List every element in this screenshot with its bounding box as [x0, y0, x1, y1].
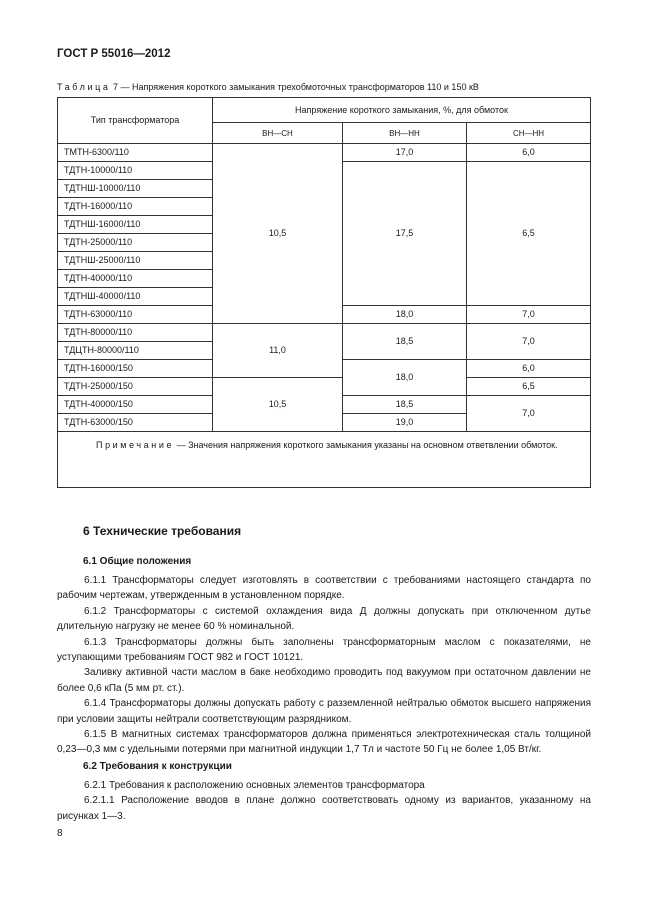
- table-row: [58, 378, 591, 396]
- paragraph: 6.1.2 Трансформаторы с системой охлаждения вида Д должны допускать при отключенном дутье длительную нагрузку не менее 60 % номинальной.: [57, 605, 591, 633]
- type-cell: ТДТНШ-25000/110: [58, 252, 213, 270]
- sn-nn-cell: 6,5: [467, 162, 591, 306]
- paragraph: 6.1.1 Трансформаторы следует изготовлять в соответствии с требованиями настоящего стандарта по рабочим чертежам, утвержденным в установленном порядке.: [57, 575, 591, 602]
- type-cell: ТДТН-25000/150: [58, 378, 213, 396]
- type-cell: ТДТН-25000/110: [58, 234, 213, 252]
- type-cell: ТДТНШ-10000/110: [58, 180, 213, 198]
- subsection-title: 6.1 Общие положения: [83, 556, 192, 567]
- type-cell: ТДТН-40000/110: [58, 270, 213, 288]
- paragraph: 6.2.1 Требования к расположению основных элементов трансформатора: [84, 780, 425, 791]
- note-text: — Значения напряжения короткого замыкания указаны на основном ответвлении обмоток.: [174, 440, 558, 450]
- subsection-title: 6.2 Требования к конструкции: [83, 761, 232, 772]
- sn-nn-cell: 6,5: [467, 378, 591, 396]
- vn-sn-cell: 10,5: [213, 144, 343, 324]
- paragraph: 6.1.3 Трансформаторы должны быть заполнены трансформаторным маслом с показателями, не уступающими требованиям ГОСТ 982 и ГОСТ 10121.: [57, 636, 591, 664]
- vn-nn-cell: 19,0: [343, 414, 467, 432]
- table-row: [58, 324, 591, 342]
- vn-nn-cell: 18,0: [343, 306, 467, 324]
- section-6-2-body: [57, 778, 591, 824]
- vn-nn-cell: 18,0: [343, 360, 467, 396]
- vn-nn-cell: 18,5: [343, 324, 467, 360]
- page-number: 8: [57, 828, 63, 839]
- col-header-group: Напряжение короткого замыкания, %, для обмоток: [213, 98, 591, 123]
- document-header: ГОСТ Р 55016—2012: [57, 48, 171, 60]
- type-cell: ТДТН-16000/110: [58, 198, 213, 216]
- table-caption: [57, 82, 479, 92]
- type-cell: ТДТН-16000/150: [58, 360, 213, 378]
- paragraph: 6.2.1.1 Расположение вводов в плане должно соответствовать одному из вариантов, указанному на рисунках 1—3.: [57, 795, 591, 822]
- table-caption-text: 7 — Напряжения короткого замыкания трехобмоточных трансформаторов 110 и 150 кВ: [110, 82, 479, 92]
- section-6-1-body: [57, 573, 591, 758]
- short-circuit-voltage-table: [57, 97, 591, 488]
- type-cell: ТДТН-63000/150: [58, 414, 213, 432]
- table-caption-label: Таблица: [57, 82, 111, 92]
- vn-sn-cell: 10,5: [213, 378, 343, 432]
- paragraph: 6.1.5 В магнитных системах трансформаторов должна применяться электротехническая сталь толщиной 0,23—0,3 мм с удельными потерями при магнитной индукции 1,7 Тл и частоте 50 Гц не более 1,05 Вт/кг.: [57, 729, 591, 756]
- sn-nn-cell: 6,0: [467, 360, 591, 378]
- col-header-vn-nn: ВН—НН: [343, 123, 467, 144]
- col-header-type: Тип трансформатора: [58, 98, 213, 144]
- paragraph: Заливку активной части маслом в баке необходимо проводить под вакуумом при остаточном давлении не более 0,6 кПа (5 мм рт. ст.).: [57, 667, 591, 694]
- table-note: [58, 432, 591, 488]
- vn-sn-cell: 11,0: [213, 324, 343, 378]
- table-note-row: [58, 432, 591, 488]
- section-title: 6 Технические требования: [83, 524, 242, 538]
- type-cell: ТДТНШ-16000/110: [58, 216, 213, 234]
- sn-nn-cell: 7,0: [467, 306, 591, 324]
- type-cell: ТМТН-6300/110: [58, 144, 213, 162]
- vn-nn-cell: 17,0: [343, 144, 467, 162]
- type-cell: ТДТНШ-40000/110: [58, 288, 213, 306]
- type-cell: ТДТН-63000/110: [58, 306, 213, 324]
- vn-nn-cell: 18,5: [343, 396, 467, 414]
- note-label: Примечание: [96, 440, 175, 450]
- vn-nn-cell: 17,5: [343, 162, 467, 306]
- table-row: [58, 144, 591, 162]
- paragraph: 6.1.4 Трансформаторы должны допускать работу с разземленной нейтралью обмоток высшего напряжения при условии защиты нейтрали соответствующим разрядником.: [57, 698, 591, 725]
- type-cell: ТДТН-10000/110: [58, 162, 213, 180]
- sn-nn-cell: 6,0: [467, 144, 591, 162]
- type-cell: ТДТН-80000/110: [58, 324, 213, 342]
- sn-nn-cell: 7,0: [467, 324, 591, 360]
- table-header-row: [58, 98, 591, 123]
- sn-nn-cell: 7,0: [467, 396, 591, 432]
- col-header-vn-sn: ВН—СН: [213, 123, 343, 144]
- col-header-sn-nn: СН—НН: [467, 123, 591, 144]
- type-cell: ТДЦТН-80000/110: [58, 342, 213, 360]
- type-cell: ТДТН-40000/150: [58, 396, 213, 414]
